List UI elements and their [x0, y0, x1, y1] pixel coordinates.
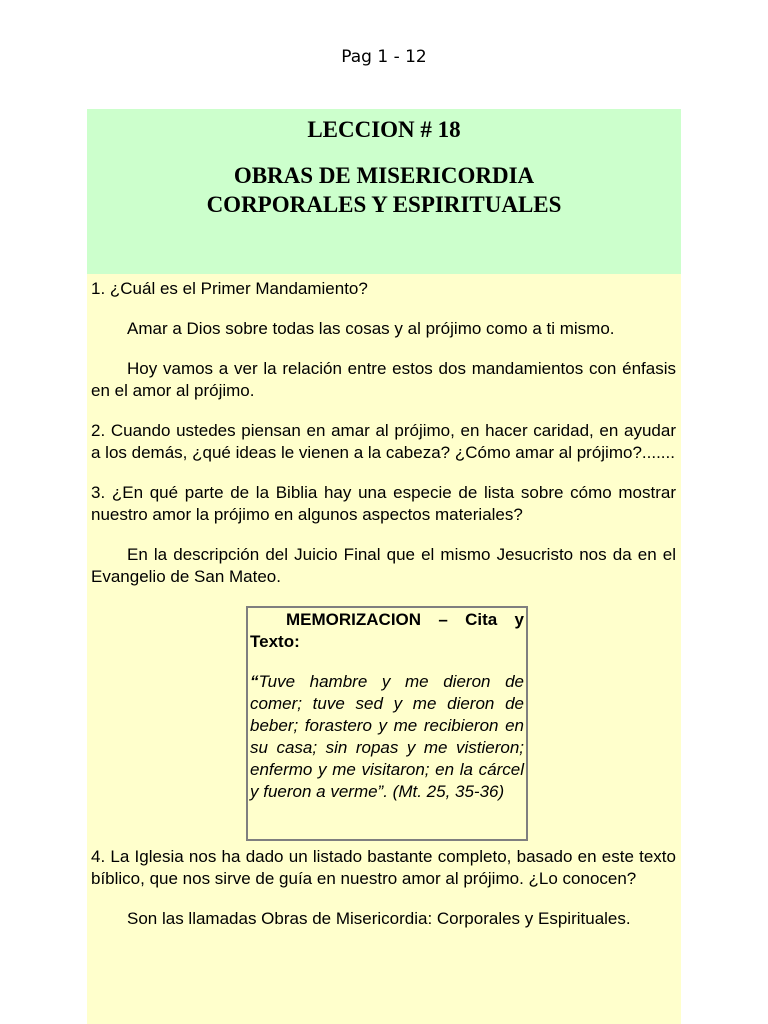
memorization-heading: MEMORIZACION – Cita y Texto: — [250, 610, 524, 651]
quote-text: Tuve hambre y me dieron de comer; tuve sed y me dieron de beber; forastero y me recibieron en su casa; sin ropas y me vistieron; enfermo y me visitaron; en la cárcel y fueron a verme”. (Mt. 25, 35-36) — [250, 672, 524, 801]
lesson-title-line-1: OBRAS DE MISERICORDIA — [233, 163, 535, 188]
lesson-title — [87, 161, 681, 219]
question-4: 4. La Iglesia nos ha dado un listado bastante completo, basado en este texto bíblico, que nos sirve de guía en nuestro amor al prójimo. ¿Lo conocen? — [91, 847, 676, 888]
question-1: 1. ¿Cuál es el Primer Mandamiento? — [91, 279, 368, 298]
memorization-box — [246, 606, 528, 841]
page-number: Pag 1 - 12 — [341, 47, 427, 67]
question-3: 3. ¿En qué parte de la Biblia hay una especie de lista sobre cómo mostrar nuestro amor la prójimo en algunos aspectos materiales? — [91, 483, 676, 524]
quote-mark: “ — [250, 672, 259, 691]
lesson-number: LECCION # 18 — [307, 117, 461, 142]
answer-3: En la descripción del Juicio Final que el mismo Jesucristo nos da en el Evangelio de San Mateo. — [91, 545, 676, 586]
question-2: 2. Cuando ustedes piensan en amar al prójimo, en hacer caridad, en ayudar a los demás, ¿qué ideas le vienen a la cabeza? ¿Cómo amar al prójimo?....... — [91, 421, 676, 462]
answer-4: Son las llamadas Obras de Misericordia: Corporales y Espirituales. — [127, 909, 631, 928]
intro-paragraph: Hoy vamos a ver la relación entre estos dos mandamientos con énfasis en el amor al prójimo. — [91, 359, 676, 400]
lesson-body — [87, 274, 681, 930]
answer-1: Amar a Dios sobre todas las cosas y al prójimo como a ti mismo. — [127, 319, 615, 338]
lesson-header — [87, 109, 681, 274]
memorization-quote — [250, 671, 524, 803]
lesson-panel — [87, 109, 681, 1024]
lesson-title-line-2: CORPORALES Y ESPIRITUALES — [206, 192, 562, 217]
